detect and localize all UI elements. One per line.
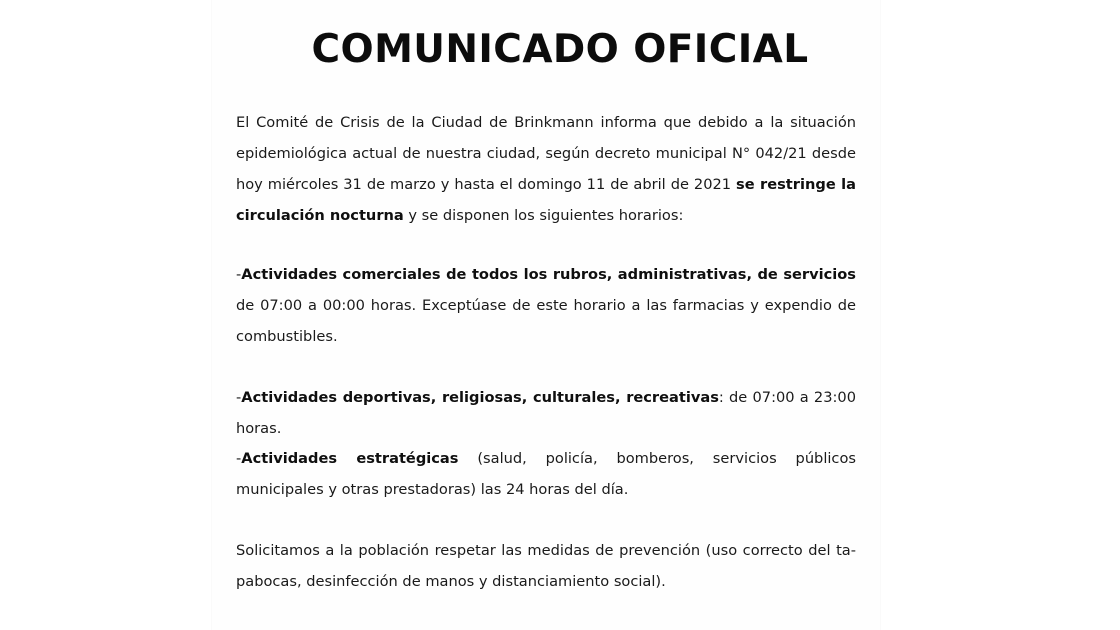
item-dash: -: [236, 389, 242, 406]
list-item-comerciales: [236, 259, 856, 352]
intro-text-end: y se disponen los siguientes horarios:: [403, 207, 684, 224]
item-heading: Actividades comerciales de todos los rubros, administrativas, de servicios: [241, 266, 856, 283]
item-dash: -: [236, 450, 242, 467]
item-text: de 07:00 a 00:00 horas. Exceptúase de este horario a las farmacias y expendio de combustibles.: [236, 297, 856, 345]
intro-bold-text: se restringe la circulación nocturna: [236, 176, 856, 224]
item-dash: -: [236, 266, 242, 283]
intro-paragraph: [236, 107, 856, 231]
list-item-deportivas: [236, 382, 856, 444]
item-text: (salud, policía, bomberos, servicios públicos municipales y otras prestadoras) las 24 horas del día.: [236, 450, 856, 498]
intro-text-start: El Comité de Crisis de la Ciudad de Brinkmann informa que debido a la situación epidemiológica actual de nuestra ciudad, según decreto municipal N° 042/21 desde hoy miércoles 31 de marzo y hasta el domingo 11 de abril de 2021: [236, 114, 856, 193]
item-text: : de 07:00 a 23:00 horas.: [236, 389, 856, 437]
list-item-estrategicas: [236, 443, 856, 505]
item-heading: Actividades estratégicas: [241, 450, 459, 467]
item-heading: Actividades deportivas, religiosas, culturales, recreativas: [241, 389, 719, 406]
closing-paragraph: Solicitamos a la población respetar las medidas de prevención (uso correcto del ta-pabocas, desinfección de manos y distanciamiento social).: [236, 542, 856, 590]
document-title: COMUNICADO OFICIAL: [311, 27, 809, 72]
